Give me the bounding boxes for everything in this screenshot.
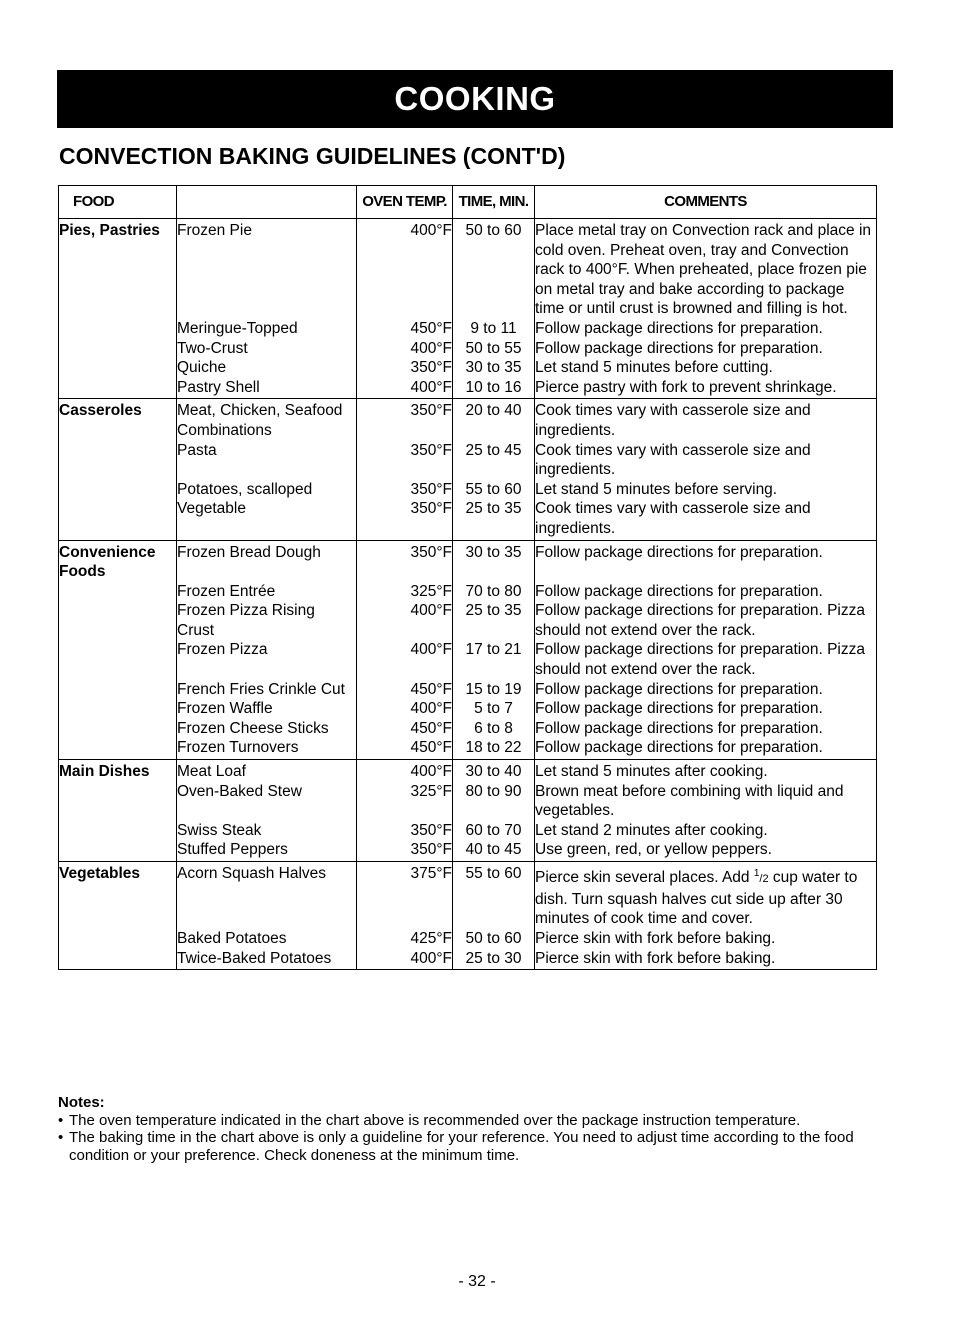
table-row: [59, 441, 877, 480]
column-header-item: [177, 186, 357, 219]
column-header-comments: COMMENTS: [535, 186, 877, 219]
comment-cell: Follow package directions for preparation.: [535, 738, 877, 759]
table-row: [59, 540, 877, 582]
food-cell: Pasta: [177, 441, 357, 480]
category-cell: [59, 821, 177, 841]
time-cell: 50 to 60: [453, 929, 535, 949]
category-cell: [59, 949, 177, 970]
oven-temp-cell: 400°F: [357, 378, 453, 399]
comment-cell: Follow package directions for preparation.: [535, 540, 877, 582]
table-row: [59, 680, 877, 700]
time-cell: 5 to 7: [453, 699, 535, 719]
table-row: [59, 378, 877, 399]
time-cell: 25 to 35: [453, 499, 535, 540]
note-item: [58, 1129, 888, 1164]
comment-cell: Follow package directions for preparation.: [535, 719, 877, 739]
section-title: CONVECTION BAKING GUIDELINES (CONT'D): [59, 143, 566, 169]
time-cell: 25 to 45: [453, 441, 535, 480]
time-cell: 9 to 11: [453, 319, 535, 339]
oven-temp-cell: 375°F: [357, 862, 453, 929]
table-row: [59, 699, 877, 719]
time-cell: 25 to 30: [453, 949, 535, 970]
notes-heading: Notes:: [58, 1094, 105, 1111]
table-row: [59, 219, 877, 319]
food-cell: Baked Potatoes: [177, 929, 357, 949]
time-cell: 15 to 19: [453, 680, 535, 700]
food-cell: Frozen Turnovers: [177, 738, 357, 759]
oven-temp-cell: 350°F: [357, 840, 453, 861]
note-item: [58, 1112, 888, 1130]
oven-temp-cell: 400°F: [357, 339, 453, 359]
table-row: [59, 760, 877, 782]
column-header-time: TIME, MIN.: [453, 186, 535, 219]
time-cell: 55 to 60: [453, 862, 535, 929]
comment-cell: Let stand 2 minutes after cooking.: [535, 821, 877, 841]
time-cell: 60 to 70: [453, 821, 535, 841]
time-cell: 50 to 60: [453, 219, 535, 319]
oven-temp-cell: 400°F: [357, 699, 453, 719]
comment-cell: Place metal tray on Convection rack and place in cold oven. Preheat oven, tray and Convection rack to 400°F. When preheated, place frozen pie on metal tray and bake according to package time or until crust is browned and filling is hot.: [535, 219, 877, 319]
category-cell: [59, 680, 177, 700]
oven-temp-cell: 400°F: [357, 601, 453, 640]
comment-cell: Cook times vary with casserole size and ingredients.: [535, 399, 877, 441]
table-row: [59, 738, 877, 759]
column-header-oven-temp: OVEN TEMP.: [357, 186, 453, 219]
oven-temp-cell: 400°F: [357, 219, 453, 319]
notes-section: [58, 1094, 888, 1164]
time-cell: 17 to 21: [453, 640, 535, 679]
food-cell: Frozen Bread Dough: [177, 540, 357, 582]
column-header-food: FOOD: [59, 186, 177, 219]
food-cell: Frozen Pizza: [177, 640, 357, 679]
oven-temp-cell: 400°F: [357, 949, 453, 970]
food-cell: Vegetable: [177, 499, 357, 540]
time-cell: 30 to 40: [453, 760, 535, 782]
food-cell: Stuffed Peppers: [177, 840, 357, 861]
time-cell: 6 to 8: [453, 719, 535, 739]
table-row: [59, 339, 877, 359]
food-cell: Quiche: [177, 358, 357, 378]
comment-cell: Cook times vary with casserole size and ingredients.: [535, 499, 877, 540]
time-cell: 80 to 90: [453, 782, 535, 821]
comment-cell: Follow package directions for preparation. Pizza should not extend over the rack.: [535, 640, 877, 679]
oven-temp-cell: 400°F: [357, 640, 453, 679]
oven-temp-cell: 325°F: [357, 582, 453, 602]
oven-temp-cell: 350°F: [357, 821, 453, 841]
table-row: [59, 949, 877, 970]
food-cell: Frozen Pie: [177, 219, 357, 319]
category-cell: [59, 929, 177, 949]
oven-temp-cell: 400°F: [357, 760, 453, 782]
oven-temp-cell: 450°F: [357, 319, 453, 339]
comment-cell: Follow package directions for preparation.: [535, 699, 877, 719]
category-cell: Vegetables: [59, 862, 177, 929]
time-cell: 70 to 80: [453, 582, 535, 602]
table-row: [59, 640, 877, 679]
oven-temp-cell: 350°F: [357, 480, 453, 500]
category-cell: [59, 378, 177, 399]
oven-temp-cell: 450°F: [357, 738, 453, 759]
category-cell: [59, 582, 177, 602]
food-cell: Pastry Shell: [177, 378, 357, 399]
category-cell: [59, 640, 177, 679]
category-cell: [59, 358, 177, 378]
baking-guidelines-table: [58, 185, 877, 970]
category-cell: [59, 441, 177, 480]
food-cell: Frozen Entrée: [177, 582, 357, 602]
food-cell: Frozen Pizza Rising Crust: [177, 601, 357, 640]
food-cell: Meat, Chicken, Seafood Combinations: [177, 399, 357, 441]
time-cell: 25 to 35: [453, 601, 535, 640]
category-cell: Convenience Foods: [59, 540, 177, 582]
time-cell: 55 to 60: [453, 480, 535, 500]
table-row: [59, 840, 877, 861]
bullet-icon: •: [58, 1111, 64, 1129]
food-cell: Frozen Cheese Sticks: [177, 719, 357, 739]
table-row: [59, 929, 877, 949]
note-text: The oven temperature indicated in the chart above is recommended over the package instruction temperature.: [69, 1111, 801, 1129]
food-cell: Potatoes, scalloped: [177, 480, 357, 500]
food-cell: French Fries Crinkle Cut: [177, 680, 357, 700]
oven-temp-cell: 350°F: [357, 441, 453, 480]
category-cell: [59, 319, 177, 339]
oven-temp-cell: 450°F: [357, 719, 453, 739]
category-cell: [59, 339, 177, 359]
oven-temp-cell: 350°F: [357, 499, 453, 540]
table-row: [59, 480, 877, 500]
time-cell: 20 to 40: [453, 399, 535, 441]
comment-cell: Brown meat before combining with liquid and vegetables.: [535, 782, 877, 821]
category-cell: [59, 601, 177, 640]
table-row: [59, 782, 877, 821]
oven-temp-cell: 425°F: [357, 929, 453, 949]
time-cell: 50 to 55: [453, 339, 535, 359]
comment-cell: Follow package directions for preparation.: [535, 319, 877, 339]
comment-cell: Let stand 5 minutes before serving.: [535, 480, 877, 500]
oven-temp-cell: 325°F: [357, 782, 453, 821]
category-cell: [59, 719, 177, 739]
comment-cell: Cook times vary with casserole size and ingredients.: [535, 441, 877, 480]
table-row: [59, 821, 877, 841]
category-cell: [59, 699, 177, 719]
food-cell: Meat Loaf: [177, 760, 357, 782]
category-cell: [59, 738, 177, 759]
food-cell: Meringue-Topped: [177, 319, 357, 339]
category-cell: Pies, Pastries: [59, 219, 177, 319]
time-cell: 30 to 35: [453, 358, 535, 378]
comment-cell: Pierce skin with fork before baking.: [535, 949, 877, 970]
category-cell: [59, 782, 177, 821]
table-row: [59, 862, 877, 929]
category-cell: Casseroles: [59, 399, 177, 441]
comment-cell: Let stand 5 minutes after cooking.: [535, 760, 877, 782]
time-cell: 10 to 16: [453, 378, 535, 399]
category-cell: [59, 499, 177, 540]
bullet-icon: •: [58, 1129, 64, 1147]
category-cell: [59, 480, 177, 500]
table-row: [59, 601, 877, 640]
comment-cell: Let stand 5 minutes before cutting.: [535, 358, 877, 378]
table-row: [59, 358, 877, 378]
comment-cell: Follow package directions for preparation.: [535, 582, 877, 602]
category-cell: Main Dishes: [59, 760, 177, 782]
comment-cell: Follow package directions for preparation.: [535, 680, 877, 700]
time-cell: 30 to 35: [453, 540, 535, 582]
oven-temp-cell: 350°F: [357, 399, 453, 441]
table-row: [59, 499, 877, 540]
comment-cell: Follow package directions for preparation.: [535, 339, 877, 359]
time-cell: 40 to 45: [453, 840, 535, 861]
note-text: The baking time in the chart above is only a guideline for your reference. You need to adjust time according to the food condition or your preference. Check doneness at the minimum time.: [69, 1129, 854, 1164]
table-row: [59, 319, 877, 339]
food-cell: Frozen Waffle: [177, 699, 357, 719]
table-header-row: [59, 186, 877, 219]
comment-cell: Use green, red, or yellow peppers.: [535, 840, 877, 861]
table-row: [59, 719, 877, 739]
food-cell: Oven-Baked Stew: [177, 782, 357, 821]
category-cell: [59, 840, 177, 861]
comment-cell: Pierce skin with fork before baking.: [535, 929, 877, 949]
oven-temp-cell: 350°F: [357, 540, 453, 582]
food-cell: Acorn Squash Halves: [177, 862, 357, 929]
table-body: [59, 219, 877, 970]
oven-temp-cell: 350°F: [357, 358, 453, 378]
comment-cell: Pierce pastry with fork to prevent shrinkage.: [535, 378, 877, 399]
page-number: - 32 -: [458, 1273, 496, 1290]
table-row: [59, 582, 877, 602]
table-row: [59, 399, 877, 441]
page-banner: COOKING: [57, 70, 893, 128]
comment-cell: Pierce skin several places. Add $^1$/2 cup water to dish. Turn squash halves cut side up after 30 minutes of cook time and cover.: [535, 862, 877, 929]
oven-temp-cell: 450°F: [357, 680, 453, 700]
time-cell: 18 to 22: [453, 738, 535, 759]
food-cell: Swiss Steak: [177, 821, 357, 841]
comment-cell: Follow package directions for preparation. Pizza should not extend over the rack.: [535, 601, 877, 640]
food-cell: Two-Crust: [177, 339, 357, 359]
food-cell: Twice-Baked Potatoes: [177, 949, 357, 970]
